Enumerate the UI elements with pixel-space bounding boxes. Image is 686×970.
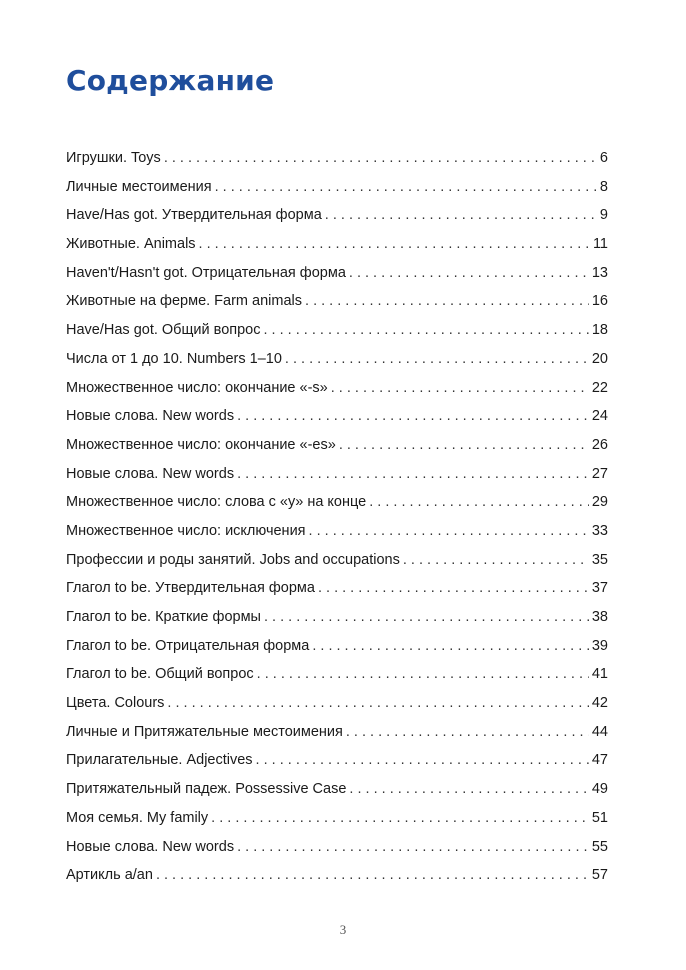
toc-entry-page: 47 xyxy=(591,752,608,769)
toc-entry-page: 9 xyxy=(599,207,608,224)
toc-entry[interactable] xyxy=(66,603,608,632)
toc-entry-page: 22 xyxy=(591,379,608,396)
toc-entry[interactable] xyxy=(66,660,608,689)
toc-entry-title: Прилагательные. Adjectives xyxy=(66,752,253,769)
toc-entry[interactable] xyxy=(66,632,608,661)
toc-entry-title: Новые слова. New words xyxy=(66,408,235,425)
dot-leader xyxy=(211,804,589,833)
dot-leader xyxy=(256,746,589,775)
toc-entry[interactable] xyxy=(66,689,608,718)
dot-leader xyxy=(164,144,597,173)
toc-entry-page: 20 xyxy=(591,350,608,367)
dot-leader xyxy=(325,201,597,230)
toc-entry-page: 33 xyxy=(591,522,608,539)
toc-entry[interactable] xyxy=(66,861,608,890)
toc-entry-page: 38 xyxy=(591,609,608,625)
dot-leader xyxy=(346,718,589,747)
dot-leader xyxy=(331,374,589,403)
toc-entry[interactable] xyxy=(66,316,608,345)
toc-entry-page: 29 xyxy=(591,494,608,511)
toc-entry-page: 8 xyxy=(599,178,608,195)
toc-entry[interactable] xyxy=(66,746,608,775)
toc-entry-title: Игрушки. Toys xyxy=(66,150,161,166)
toc-entry[interactable] xyxy=(66,431,608,460)
dot-leader xyxy=(264,603,589,632)
toc-entry-page: 44 xyxy=(591,723,608,740)
dot-leader xyxy=(309,517,589,546)
dot-leader xyxy=(312,632,589,661)
toc-entry-page: 51 xyxy=(591,809,608,826)
toc-entry-page: 13 xyxy=(591,264,608,281)
toc-entry[interactable] xyxy=(66,804,608,833)
toc-entry-page: 37 xyxy=(591,580,608,597)
toc-entry-title: Животные на ферме. Farm animals xyxy=(66,293,303,310)
toc-entry-page: 49 xyxy=(591,781,608,798)
dot-leader xyxy=(257,660,589,689)
toc-entry[interactable] xyxy=(66,230,608,259)
dot-leader xyxy=(156,861,589,890)
toc-entry-title: Множественное число: исключения xyxy=(66,522,306,539)
toc-entry[interactable] xyxy=(66,201,608,230)
toc-entry-title: Have/Has got. Общий вопрос xyxy=(66,322,261,339)
toc-entry[interactable] xyxy=(66,259,608,288)
toc-entry-title: Новые слова. New words xyxy=(66,838,235,855)
dot-leader xyxy=(349,775,588,804)
toc-entry-title: Новые слова. New words xyxy=(66,465,235,482)
page-number: 3 xyxy=(339,922,347,937)
toc-entry-page: 16 xyxy=(591,293,608,310)
dot-leader xyxy=(369,488,589,517)
dot-leader xyxy=(215,173,597,202)
page-title: Содержание xyxy=(66,64,275,97)
toc-entry[interactable] xyxy=(66,718,608,747)
toc-entry-page: 11 xyxy=(592,236,608,253)
toc-entry-page: 39 xyxy=(591,637,608,654)
toc-entry[interactable] xyxy=(66,287,608,316)
dot-leader xyxy=(263,316,588,345)
dot-leader xyxy=(318,574,589,603)
toc-entry-page: 41 xyxy=(591,666,608,683)
toc-entry[interactable] xyxy=(66,402,608,431)
toc-entry-title: Числа от 1 до 10. Numbers 1–10 xyxy=(66,350,282,367)
dot-leader xyxy=(403,546,589,575)
dot-leader xyxy=(199,230,590,259)
toc-entry-page: 35 xyxy=(591,551,608,568)
toc-entry-title: Личные и Притяжательные местоимения xyxy=(66,723,343,740)
toc-entry-page: 57 xyxy=(591,867,608,884)
toc-entry[interactable] xyxy=(66,517,608,546)
dot-leader xyxy=(237,402,589,431)
toc-entry-title: Артикль a/an xyxy=(66,867,153,884)
toc-entry-page: 55 xyxy=(591,838,608,855)
toc-entry-title: Множественное число: слова с «y» на конце xyxy=(66,494,367,511)
toc-entry[interactable] xyxy=(66,460,608,489)
toc-entry-page: 18 xyxy=(591,322,608,339)
toc-entry[interactable] xyxy=(66,173,608,202)
toc-entry-title: Моя семья. My family xyxy=(66,809,209,826)
toc-entry-title: Глагол to be. Общий вопрос xyxy=(66,666,254,683)
toc-entry-title: Притяжательный падеж. Possessive Case xyxy=(66,781,347,798)
dot-leader xyxy=(167,689,588,718)
toc-entry[interactable] xyxy=(66,546,608,575)
dot-leader xyxy=(349,259,589,288)
toc-entry[interactable] xyxy=(66,775,608,804)
toc-entry-title: Животные. Animals xyxy=(66,236,196,253)
toc-entry-title: Личные местоимения xyxy=(66,178,212,195)
toc-entry-page: 24 xyxy=(591,408,608,425)
dot-leader xyxy=(285,345,589,374)
dot-leader xyxy=(237,460,589,489)
dot-leader xyxy=(237,833,589,862)
toc-entry[interactable] xyxy=(66,574,608,603)
toc-entry[interactable] xyxy=(66,345,608,374)
toc-entry[interactable] xyxy=(66,488,608,517)
toc-entry-page: 6 xyxy=(599,150,608,166)
table-of-contents xyxy=(66,144,608,890)
toc-entry-title: Глагол to be. Отрицательная форма xyxy=(66,637,310,654)
toc-entry-title: Профессии и роды занятий. Jobs and occupations xyxy=(66,551,400,568)
toc-entry-title: Глагол to be. Краткие формы xyxy=(66,609,261,625)
toc-entry-page: 42 xyxy=(591,695,608,712)
toc-entry-title: Haven't/Hasn't got. Отрицательная форма xyxy=(66,264,346,281)
toc-entry[interactable] xyxy=(66,144,608,173)
toc-entry-title: Множественное число: окончание «-s» xyxy=(66,379,328,396)
toc-entry-title: Множественное число: окончание «-es» xyxy=(66,436,336,453)
toc-entry-page: 27 xyxy=(591,465,608,482)
toc-entry[interactable] xyxy=(66,374,608,403)
dot-leader xyxy=(339,431,589,460)
toc-entry-title: Цвета. Colours xyxy=(66,695,165,712)
toc-entry-title: Have/Has got. Утвердительная форма xyxy=(66,207,322,224)
dot-leader xyxy=(305,287,589,316)
toc-entry[interactable] xyxy=(66,833,608,862)
toc-entry-title: Глагол to be. Утвердительная форма xyxy=(66,580,315,597)
toc-entry-page: 26 xyxy=(591,436,608,453)
